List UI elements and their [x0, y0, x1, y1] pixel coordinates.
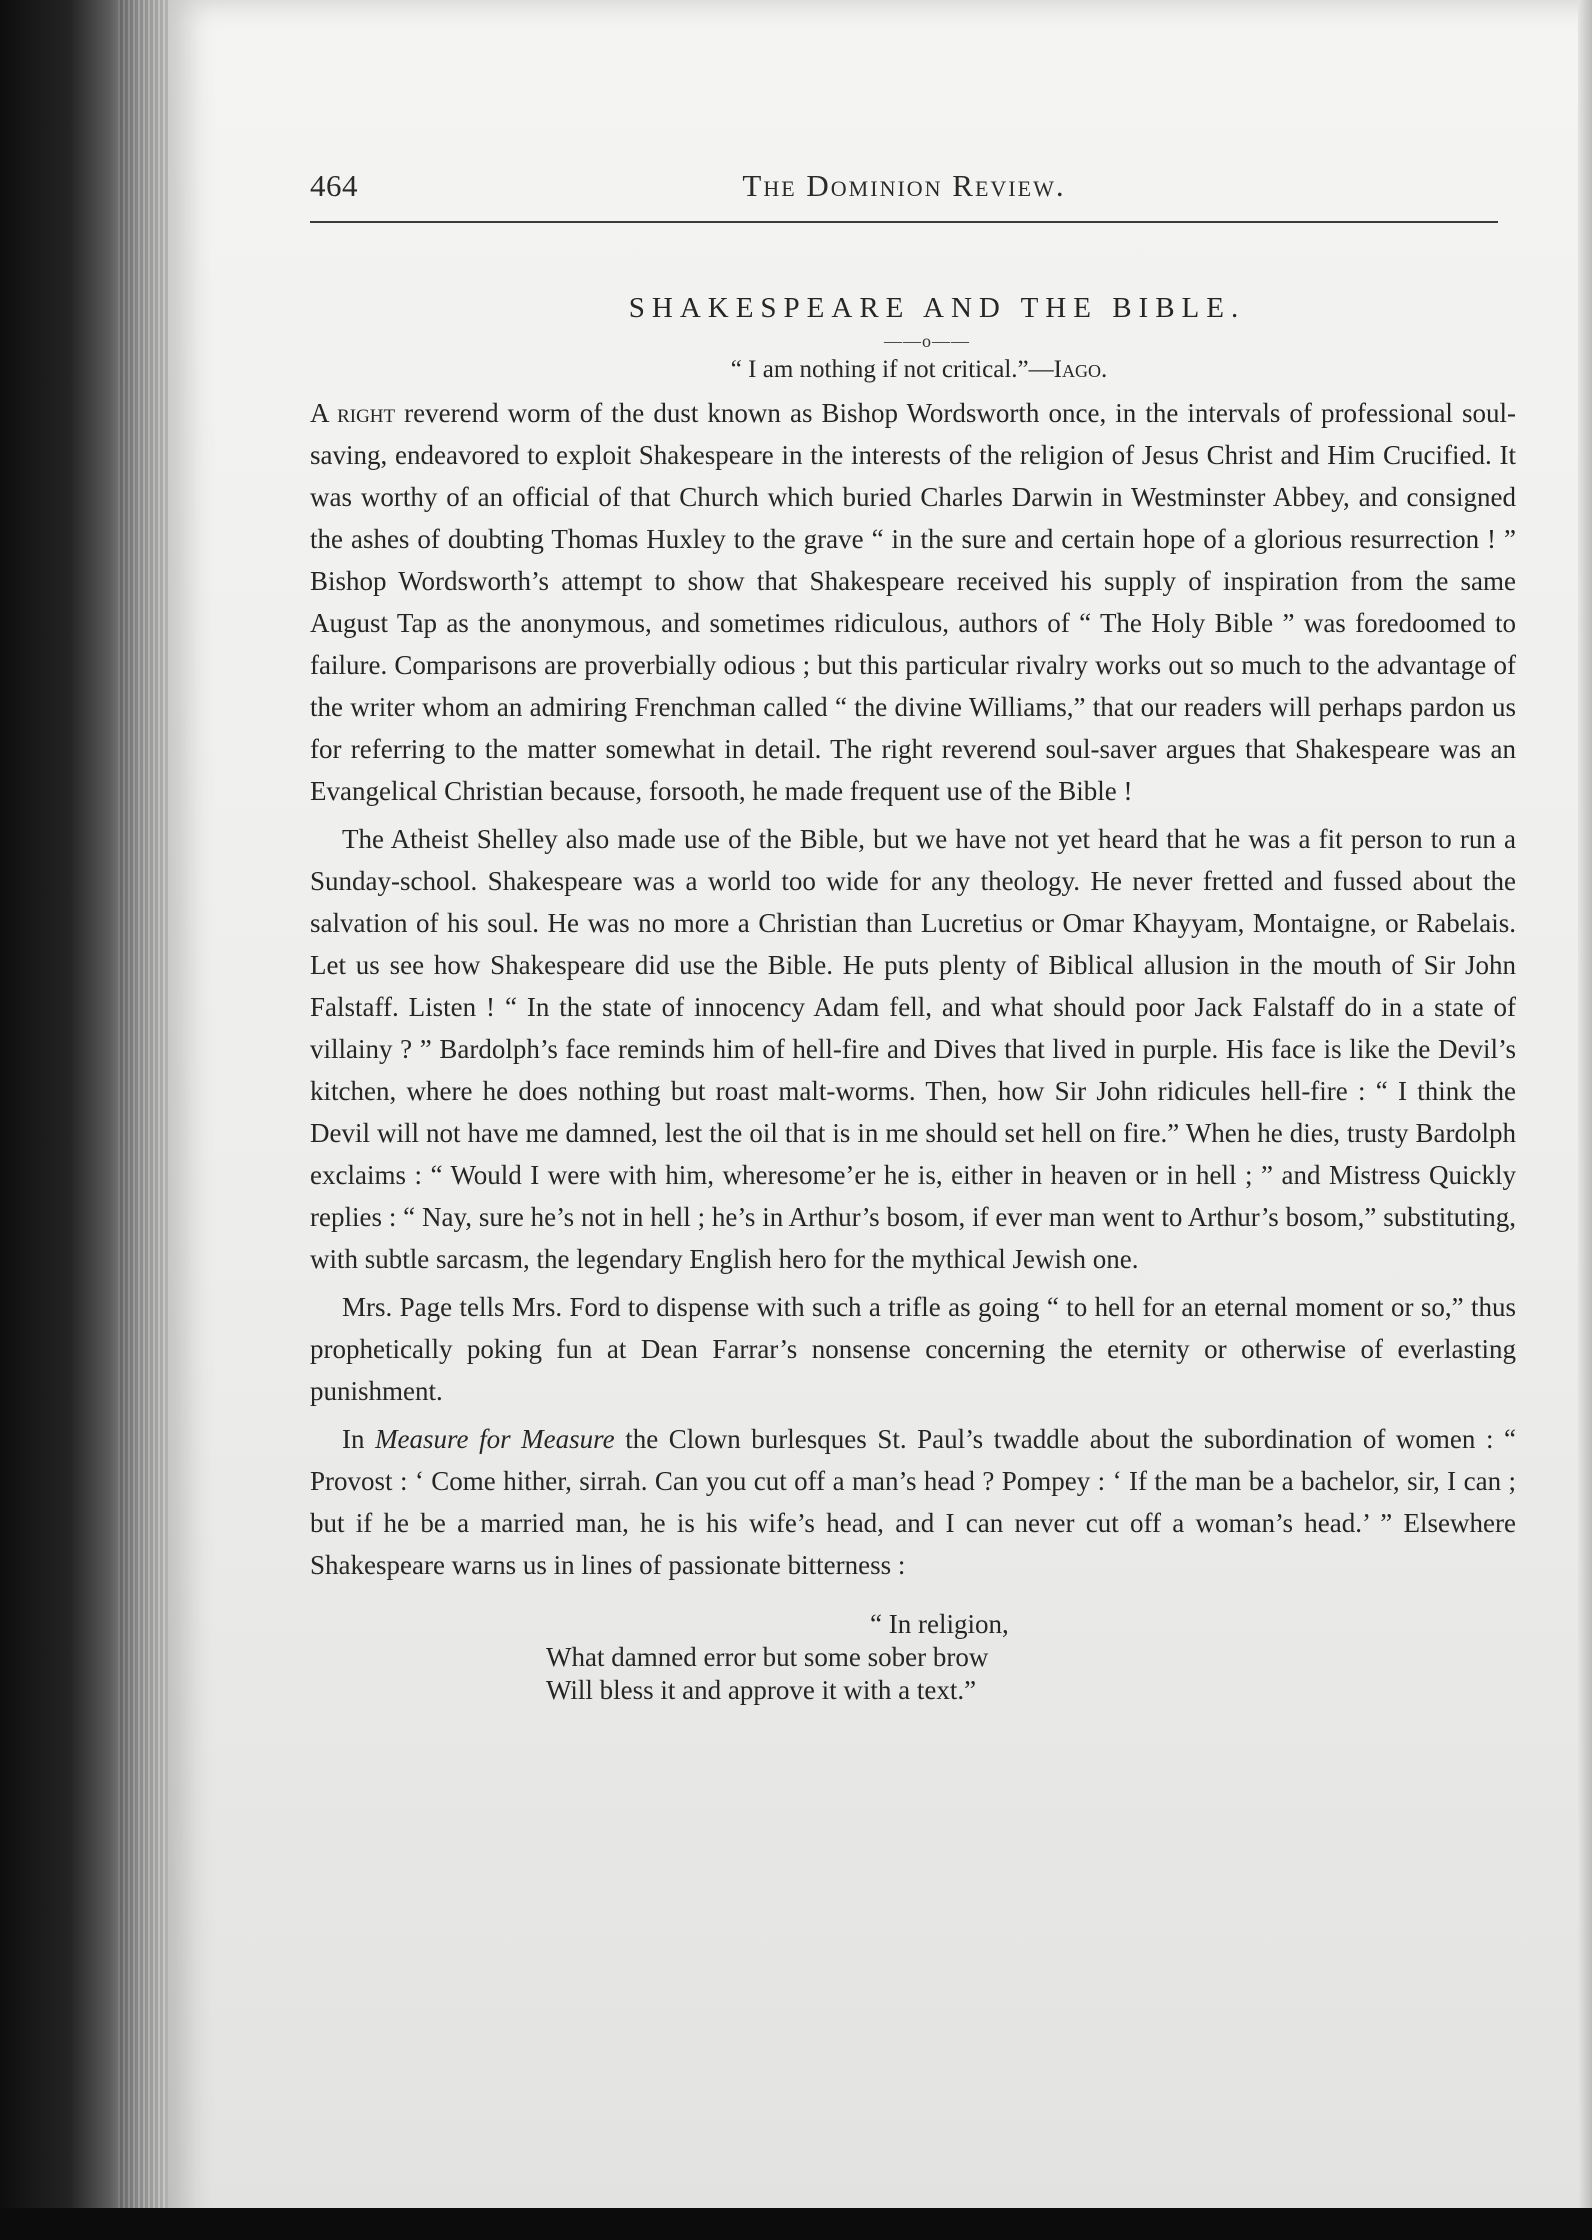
- page-right-edge: [1578, 0, 1592, 2240]
- running-head: [310, 162, 1498, 210]
- scan-bottom-edge: [0, 2208, 1592, 2240]
- verse-line-3: Will bless it and approve it with a text.”: [546, 1675, 977, 1705]
- paragraph-1: [310, 392, 1516, 812]
- journal-title: The Dominion Review.: [742, 168, 1066, 203]
- epigraph-quote: “ I am nothing if not critical.”—: [730, 356, 1054, 383]
- epigraph-attribution: Iago.: [1053, 356, 1108, 383]
- title-ornament: ——o——: [884, 331, 970, 351]
- paragraph-text-before: In: [342, 1424, 376, 1454]
- paragraph-text-after: the Clown burlesques St. Paul’s twaddle about the subordination of women : “ Provost : ‘ Come hither, sirrah. Can you cut off a man’s head ? Pompey : ‘ If the man be a bachelor, sir, I can ; but if he be a married man, he is his wife’s head, and I can never cut off a woman’s head.’ ” Elsewhere Shakespeare warns us in lines of passionate bitterness :: [310, 1424, 1517, 1580]
- page-number: 464: [310, 168, 358, 203]
- paragraph-4: [310, 1418, 1516, 1586]
- paragraph-3: [310, 1286, 1516, 1412]
- article-body: [310, 392, 1516, 1586]
- verse-line-1: “ In religion,: [870, 1609, 1009, 1639]
- play-title: Measure for Measure: [375, 1424, 615, 1454]
- article: [310, 292, 1516, 1707]
- verse-line-2: What damned error but some sober brow: [546, 1642, 989, 1672]
- epigraph: [310, 356, 1516, 384]
- article-title: SHAKESPEARE AND THE BIBLE.: [628, 292, 1246, 324]
- verse-quotation: [546, 1608, 1516, 1707]
- paragraph-text: Mrs. Page tells Mrs. Ford to dispense with such a trifle as going “ to hell for an eternal moment or so,” thus prophetically poking fun at Dean Farrar’s nonsense concerning the eternity or otherwise of everlasting punishment.: [310, 1292, 1516, 1406]
- paragraph-lead-in: A right: [310, 398, 396, 428]
- paragraph-2: [310, 818, 1516, 1280]
- paragraph-text: reverend worm of the dust known as Bishop Wordsworth once, in the intervals of professional soul-saving, endeavored to exploit Shakespeare in the interests of the religion of Jesus Christ and Him Crucified. It was worthy of an official of that Church which buried Charles Darwin in Westminster Abbey, and consigned the ashes of doubting Thomas Huxley to the grave “ in the sure and certain hope of a glorious resurrection ! ” Bishop Wordsworth’s attempt to show that Shakespeare received his supply of inspiration from the same August Tap as the anonymous, and sometimes ridiculous, authors of “ The Holy Bible ” was foredoomed to failure. Comparisons are proverbially odious ; but this particular rivalry works out so much to the advantage of the writer whom an admiring Frenchman called “ the divine Williams,” that our readers will perhaps pardon us for referring to the matter somewhat in detail. The right reverend soul-saver argues that Shakespeare was an Evangelical Christian because, forsooth, he made frequent use of the Bible !: [310, 398, 1516, 806]
- paragraph-text: The Atheist Shelley also made use of the Bible, but we have not yet heard that he was a fit person to run a Sunday-school. Shakespeare was a world too wide for any theology. He never fretted and fussed about the salvation of his soul. He was no more a Christian than Lucretius or Omar Khayyam, Montaigne, or Rabelais. Let us see how Shakespeare did use the Bible. He puts plenty of Biblical allusion in the mouth of Sir John Falstaff. Listen ! “ In the state of innocency Adam fell, and what should poor Jack Falstaff do in a state of villainy ? ” Bardolph’s face reminds him of hell-fire and Dives that lived in purple. His face is like the Devil’s kitchen, where he does nothing but roast malt-worms. Then, how Sir John ridicules hell-fire : “ I think the Devil will not have me damned, lest the oil that is in me should set hell on fire.” When he dies, trusty Bardolph exclaims : “ Would I were with him, wheresome’er he is, either in heaven or in hell ; ” and Mistress Quickly replies : “ Nay, sure he’s not in hell ; he’s in Arthur’s bosom, if ever man went to Arthur’s bosom,” substituting, with subtle sarcasm, the legendary English hero for the mythical Jewish one.: [310, 824, 1516, 1274]
- header-rule: [310, 221, 1498, 223]
